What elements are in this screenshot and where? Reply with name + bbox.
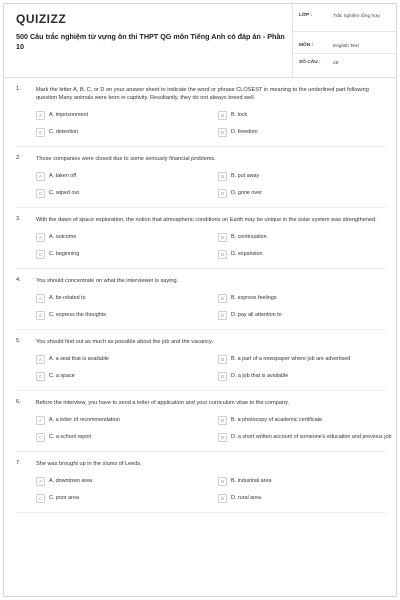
question-number: 1. (16, 86, 21, 92)
answer-option-a[interactable] (36, 476, 214, 487)
option-text: D. a short written account of someone's education and previous job (231, 434, 392, 440)
meta-key-class: LỚP : (299, 13, 313, 18)
option-letter-box: B (218, 294, 227, 303)
answer-options (36, 293, 386, 321)
option-text: B. continuation (231, 234, 267, 240)
quizizz-logo: QUIZIZZ (16, 12, 67, 26)
option-letter-box: B (218, 111, 227, 120)
option-text: C. a space (49, 373, 75, 379)
question-4 (4, 277, 396, 337)
option-letter-box: A (36, 477, 45, 486)
answer-option-b[interactable] (218, 232, 396, 243)
option-letter-box: C (36, 250, 45, 259)
question-number: 7. (16, 460, 21, 466)
answer-option-b[interactable] (218, 110, 396, 121)
option-letter-box: C (36, 372, 45, 381)
answer-options (36, 171, 386, 199)
option-text: B. put away (231, 173, 260, 179)
answer-option-d[interactable] (218, 249, 396, 260)
question-number: 2. (16, 155, 21, 161)
question-number: 5. (16, 338, 21, 344)
answer-options (36, 110, 386, 138)
answer-option-b[interactable] (218, 354, 396, 365)
question-list (4, 86, 396, 520)
answer-option-c[interactable] (36, 432, 214, 443)
option-text: B. a part of a newspaper where job are advertised (231, 356, 351, 362)
question-spacer (16, 330, 386, 337)
option-letter-box: C (36, 433, 45, 442)
option-letter-box: C (36, 494, 45, 503)
option-text: C. poor area (49, 495, 79, 501)
meta-value-subject: English Test (333, 44, 359, 49)
option-text: B. a photocopy of academic certificate (231, 417, 323, 423)
question-text: You should find out as much as possible about the job and the vacancy. (36, 339, 213, 345)
answer-option-a[interactable] (36, 171, 214, 182)
answer-option-c[interactable] (36, 127, 214, 138)
option-letter-box: A (36, 172, 45, 181)
question-spacer (16, 452, 386, 459)
answer-option-a[interactable] (36, 354, 214, 365)
question-spacer (16, 147, 386, 154)
option-letter-box: D (218, 494, 227, 503)
answer-option-c[interactable] (36, 371, 214, 382)
option-letter-box: C (36, 128, 45, 137)
answer-option-d[interactable] (218, 310, 396, 321)
option-text: D. freedom (231, 129, 258, 135)
option-text: C. beginning (49, 251, 80, 257)
meta-row-class (293, 4, 397, 32)
answer-options (36, 476, 386, 504)
option-text: C. wiped out (49, 190, 79, 196)
question-3 (4, 216, 396, 276)
answer-option-a[interactable] (36, 232, 214, 243)
option-text: A. a letter of recommendation (49, 417, 120, 423)
question-number: 6. (16, 399, 21, 405)
answer-option-c[interactable] (36, 249, 214, 260)
question-5 (4, 338, 396, 398)
meta-row-subject (293, 32, 397, 54)
option-text: D. rural area (231, 495, 261, 501)
meta-panel (292, 4, 396, 77)
option-text: A. imprisonment (49, 112, 88, 118)
option-letter-box: C (36, 311, 45, 320)
question-1 (4, 86, 396, 154)
option-text: A. outcome (49, 234, 77, 240)
answer-options (36, 354, 386, 382)
answer-option-b[interactable] (218, 476, 396, 487)
question-text: Mark the letter A, B, C, or D on your answer sheet to indicate the word or phrase CLOSEST in meaning to the underlined part following question Many animals were born in captivity. Resultantly, they do not always breed well. (36, 87, 369, 101)
question-number: 3. (16, 216, 21, 222)
question-spacer (16, 269, 386, 276)
meta-value-class: Trắc nghiệm tổng hợp (333, 14, 380, 19)
question-6 (4, 399, 396, 459)
option-letter-box: B (218, 416, 227, 425)
question-text: Those companies were closed due to some seriously financial problems. (36, 156, 216, 162)
answer-option-b[interactable] (218, 293, 396, 304)
option-letter-box: C (36, 189, 45, 198)
question-text: Before the interview, you have to send a letter of application and your curriculum vitae to the company. (36, 400, 289, 406)
option-text: C. detention (49, 129, 79, 135)
option-letter-box: D (218, 372, 227, 381)
answer-options (36, 232, 386, 260)
answer-option-c[interactable] (36, 493, 214, 504)
answer-option-d[interactable] (218, 432, 396, 443)
answer-option-a[interactable] (36, 415, 214, 426)
option-text: B. lock (231, 112, 248, 118)
answer-option-b[interactable] (218, 171, 396, 182)
option-text: B. express feelings (231, 295, 277, 301)
answer-option-b[interactable] (218, 415, 396, 426)
option-letter-box: B (218, 355, 227, 364)
question-number: 4. (16, 277, 21, 283)
option-letter-box: B (218, 172, 227, 181)
answer-option-a[interactable] (36, 293, 214, 304)
option-letter-box: A (36, 233, 45, 242)
option-letter-box: D (218, 128, 227, 137)
option-letter-box: A (36, 111, 45, 120)
option-text: A. be related to (49, 295, 86, 301)
answer-options (36, 415, 392, 443)
option-text: A. taken off (49, 173, 77, 179)
question-2 (4, 155, 396, 215)
answer-option-c[interactable] (36, 310, 214, 321)
option-letter-box: A (36, 416, 45, 425)
answer-option-a[interactable] (36, 110, 214, 121)
option-text: D. pay all attention to (231, 312, 282, 318)
answer-option-d[interactable] (218, 127, 396, 138)
question-spacer (16, 208, 386, 215)
question-spacer (16, 513, 386, 520)
option-letter-box: D (218, 433, 227, 442)
option-text: D. a job that is available (231, 373, 289, 379)
meta-key-count: SỐ CÂU : (299, 60, 321, 65)
worksheet-title: 500 Câu trắc nghiệm từ vựng ôn thi THPT QG môn Tiếng Anh có đáp án - Phần 10 (16, 32, 285, 51)
answer-option-c[interactable] (36, 188, 214, 199)
option-text: B. industrial area (231, 478, 272, 484)
worksheet-header (4, 4, 396, 78)
question-text: You should concentrate on what the interviewer is saying. (36, 278, 179, 284)
option-letter-box: D (218, 189, 227, 198)
option-text: A. downtown area (49, 478, 93, 484)
meta-value-count: 25 (333, 61, 339, 66)
meta-key-subject: MÔN : (299, 43, 314, 48)
option-letter-box: B (218, 233, 227, 242)
question-text: She was brought up in the slums of Leeds. (36, 461, 142, 467)
option-text: D. gone over (231, 190, 262, 196)
question-7 (4, 460, 396, 520)
option-letter-box: D (218, 250, 227, 259)
option-letter-box: A (36, 294, 45, 303)
option-text: C. express the thoughts (49, 312, 106, 318)
option-text: D. expansion (231, 251, 263, 257)
option-letter-box: A (36, 355, 45, 364)
answer-option-d[interactable] (218, 493, 396, 504)
answer-option-d[interactable] (218, 371, 396, 382)
question-spacer (16, 391, 386, 398)
option-letter-box: D (218, 311, 227, 320)
option-letter-box: B (218, 477, 227, 486)
meta-row-count (293, 54, 397, 77)
answer-option-d[interactable] (218, 188, 396, 199)
option-text: A. a seat that is available (49, 356, 109, 362)
question-text: With the dawn of space exploration, the notion that atmospheric conditions on Earth may be unique in the solar system was strengthened. (36, 217, 377, 223)
worksheet-page (3, 3, 397, 597)
option-text: C. a school report (49, 434, 92, 440)
